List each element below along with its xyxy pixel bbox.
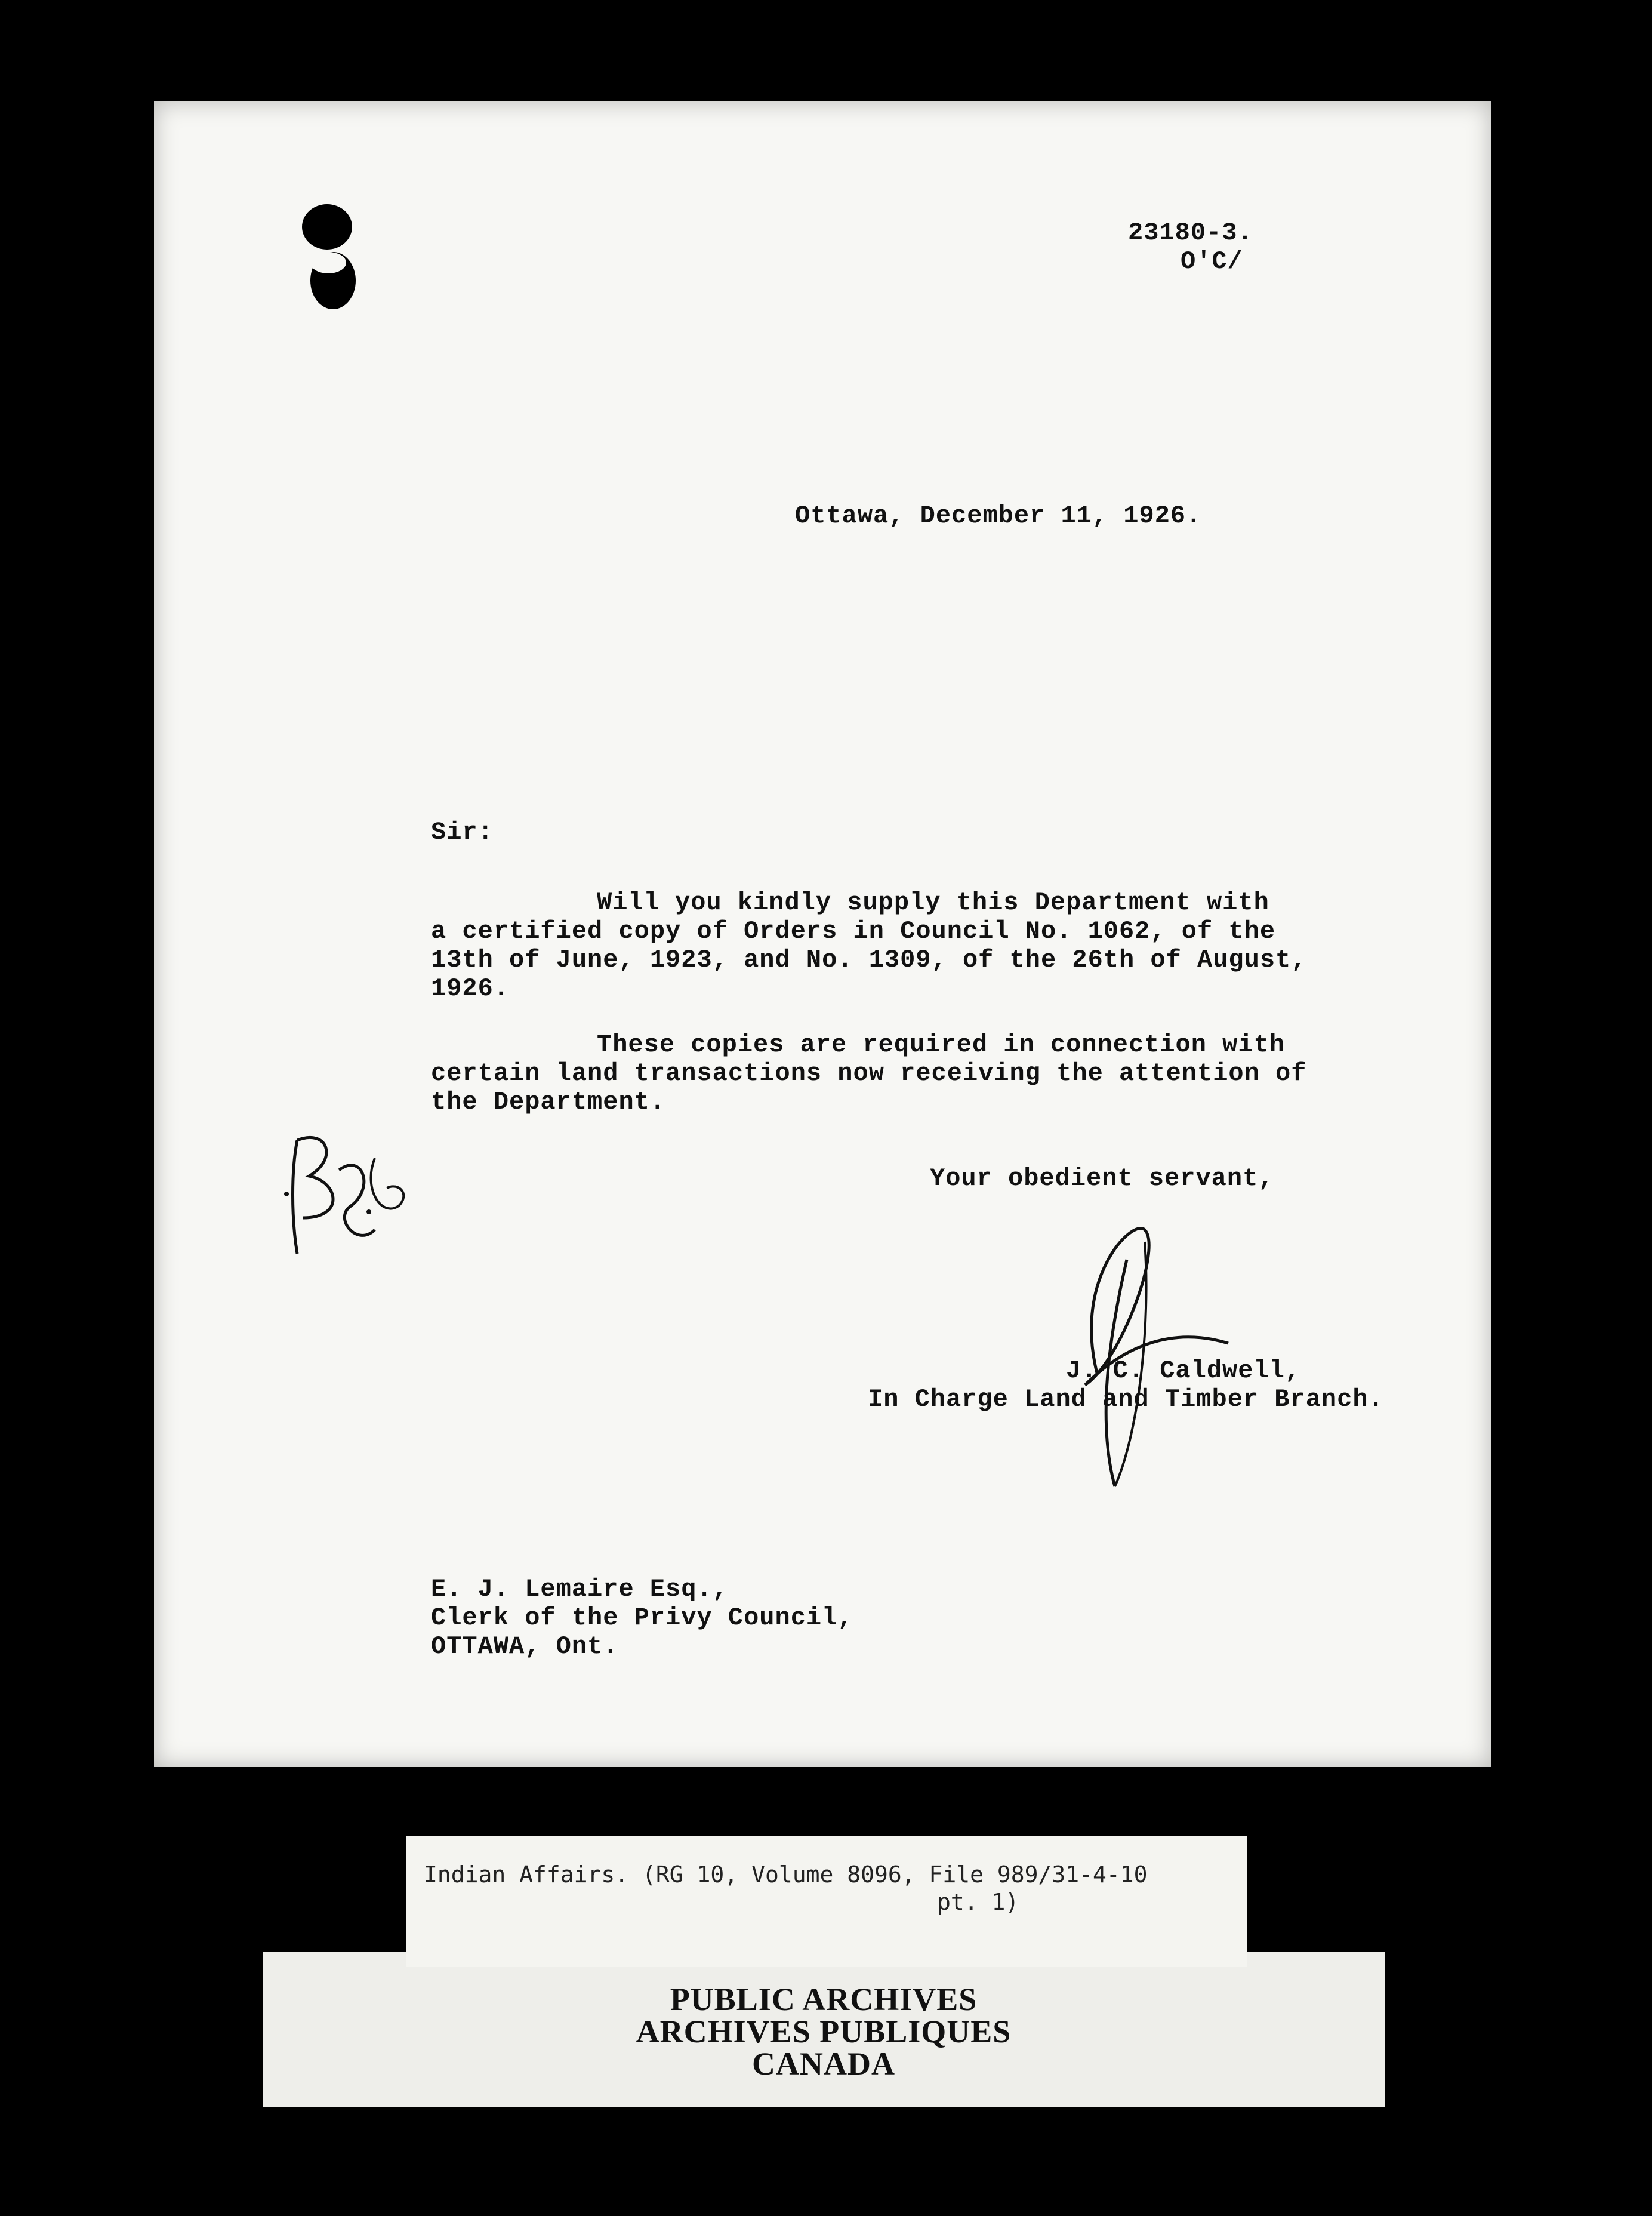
archive-stamp-country: CANADA (752, 2046, 895, 2082)
paragraph-2-line: certain land transactions now receiving the attention of (431, 1059, 1307, 1088)
paragraph-1-line: 1926. (431, 974, 510, 1003)
signatory-title: In Charge Land and Timber Branch. (868, 1385, 1384, 1414)
file-reference: 23180-3. (1128, 218, 1253, 247)
catalog-reference: Indian Affairs. (RG 10, Volume 8096, File 989/31-4-10 (424, 1861, 1148, 1888)
letter-date: Ottawa, December 11, 1926. (795, 501, 1202, 530)
address-line: E. J. Lemaire Esq., (431, 1575, 728, 1603)
label-tab-right (1247, 1886, 1385, 1952)
catalog-reference-part: pt. 1) (937, 1889, 1019, 1915)
paragraph-1-line: a certified copy of Orders in Council No. 1062, of the (431, 917, 1276, 946)
paragraph-1-line: Will you kindly supply this Department with (597, 888, 1269, 917)
handwritten-initials (273, 1116, 417, 1278)
handwritten-signature (1049, 1206, 1240, 1492)
signatory-name: J. C. Caldwell, (1066, 1356, 1301, 1385)
hole-punch-mark (291, 203, 363, 322)
catalog-strip (406, 1836, 1247, 1967)
file-reference-initials: O'C/ (1181, 247, 1243, 276)
label-tab-left (263, 1886, 406, 1952)
salutation: Sir: (431, 818, 494, 847)
archive-stamp-french: ARCHIVES PUBLIQUES (636, 2014, 1012, 2049)
letter-page (154, 101, 1491, 1767)
closing: Your obedient servant, (930, 1164, 1274, 1193)
paragraph-2-line: These copies are required in connection with (597, 1030, 1285, 1059)
address-line: Clerk of the Privy Council, (431, 1603, 853, 1632)
address-line: OTTAWA, Ont. (431, 1632, 619, 1661)
paragraph-2-line: the Department. (431, 1088, 666, 1116)
archive-stamp-english: PUBLIC ARCHIVES (670, 1981, 978, 2017)
paragraph-1-line: 13th of June, 1923, and No. 1309, of the 26th of August, (431, 946, 1307, 974)
